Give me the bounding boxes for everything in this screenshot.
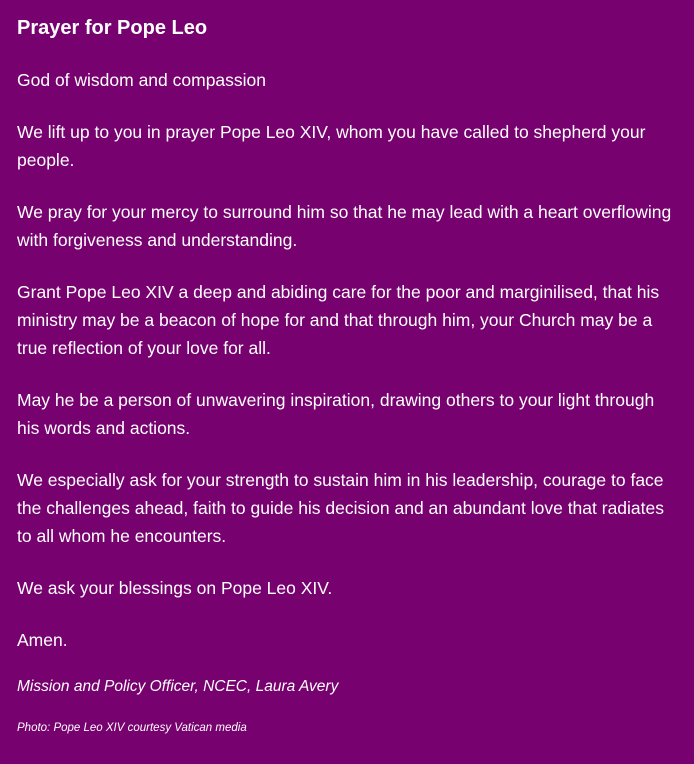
prayer-paragraph-inspiration: May he be a person of unwavering inspiration, drawing others to your light through his words and actions. [17,390,655,438]
author-signature: Mission and Policy Officer, NCEC, Laura Avery [17,678,339,695]
prayer-paragraph-invocation: God of wisdom and compassion [17,70,267,90]
prayer-paragraph-strength: We especially ask for your strength to sustain him in his leadership, courage to face the challenges ahead, faith to guide his decision and an abundant love that radiates to all whom he encounters. [17,470,665,546]
photo-caption: Photo: Pope Leo XIV courtesy Vatican media [17,722,247,734]
prayer-paragraph-mercy: We pray for your mercy to surround him so that he may lead with a heart overflowing with forgiveness and understanding. [17,202,672,250]
prayer-paragraph-shepherd: We lift up to you in prayer Pope Leo XIV, whom you have called to shepherd your people. [17,122,646,170]
prayer-paragraph-blessings: We ask your blessings on Pope Leo XIV. [17,578,333,598]
page-title: Prayer for Pope Leo [17,17,208,39]
prayer-paragraph-care: Grant Pope Leo XIV a deep and abiding care for the poor and marginilised, that his ministry may be a beacon of hope for and that through him, your Church may be a true reflection of your love for all. [17,282,660,358]
prayer-paragraph-amen: Amen. [17,630,68,650]
